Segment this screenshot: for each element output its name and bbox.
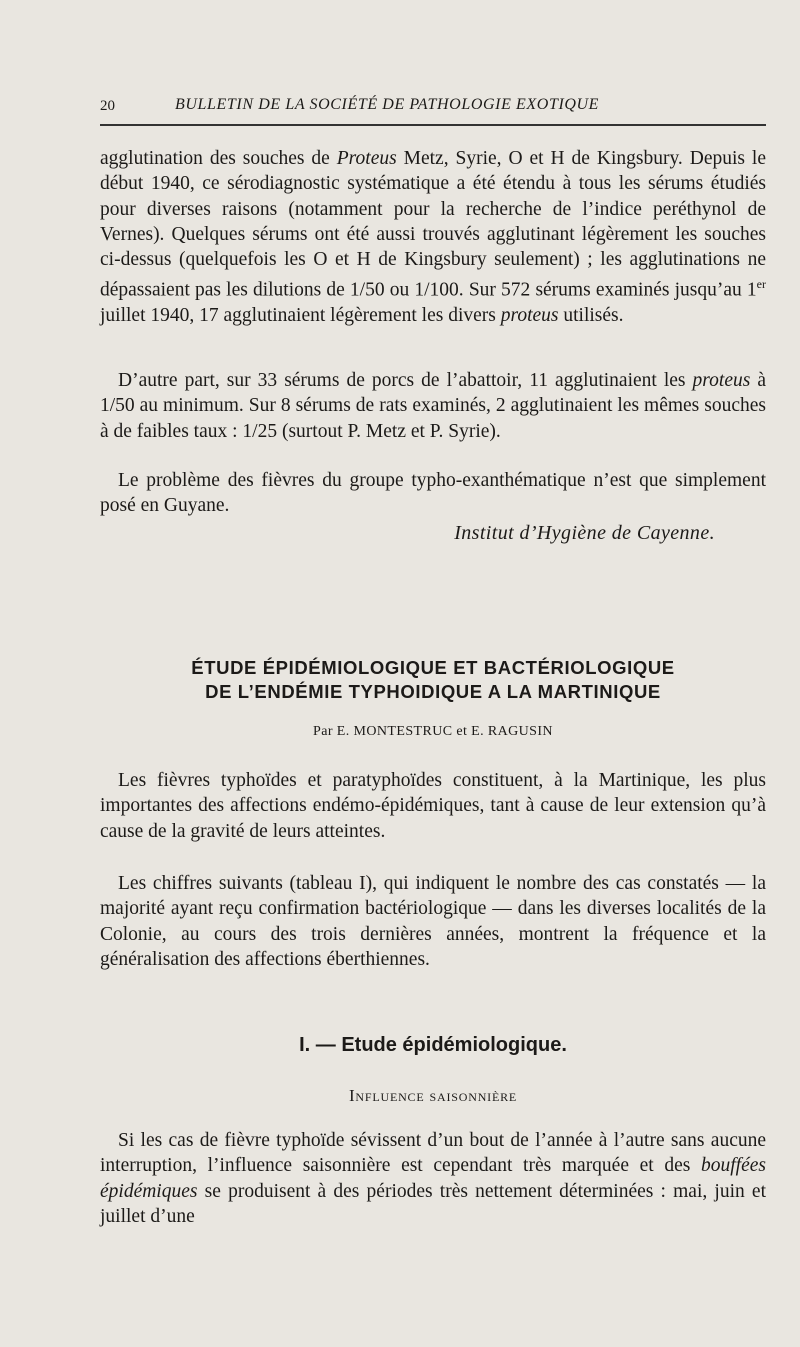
paragraph-pig-sera: [100, 368, 766, 444]
italic-term: bouffées épidémiques: [100, 1155, 766, 1202]
paragraph-text: Les chiffres suivants (tableau I), qui indiquent le nombre des cas constatés — la majorité ayant reçu confirmation bactériologique — dans les diverses localités de la Colonie, au cours des trois dernières années, montrent la fréquence et la généralisation des affections éberthiennes.: [100, 873, 766, 970]
text-run: D’autre part, sur 33 sérums de porcs de l’abattoir, 11 agglutinaient les: [118, 370, 693, 391]
page-number: 20: [100, 98, 115, 114]
italic-term: proteus: [500, 305, 559, 327]
text-run: Si les cas de fièvre typhoïde sévissent d’un bout de l’année à l’autre sans aucune interruption, l’influence saisonnière est cependant très marquée et des: [100, 1130, 766, 1177]
article-title: [100, 656, 766, 704]
paragraph-conclusion: [100, 468, 766, 519]
institution-signature: Institut d’Hygiène de Cayenne.: [454, 522, 715, 544]
article-authors: Par E. MONTESTRUC et E. RAGUSIN: [313, 724, 553, 739]
paragraph-intro-1: [100, 768, 766, 844]
journal-title: BULLETIN DE LA SOCIÉTÉ DE PATHOLOGIE EXOTIQUE: [175, 96, 600, 113]
article-title-line-1: ÉTUDE ÉPIDÉMIOLOGIQUE ET BACTÉRIOLOGIQUE: [191, 657, 675, 678]
paragraph-intro-2: [100, 871, 766, 972]
text-run: utilisés.: [558, 305, 624, 327]
section-heading: I. — Etude épidémiologique.: [299, 1034, 567, 1056]
paragraph-text: Les fièvres typhoïdes et paratyphoïdes constituent, à la Martinique, les plus importantes des affections endémo-épidémiques, tant à cause de leur extension qu’à cause de la gravité de leurs atteintes.: [100, 770, 766, 842]
paragraph-seasonal: [100, 1128, 766, 1229]
paragraph-agglutination: [100, 146, 766, 329]
header-rule: [100, 124, 766, 126]
running-header: [100, 96, 766, 120]
superscript: er: [756, 277, 766, 292]
article-title-line-2: DE L’ENDÉMIE TYPHOIDIQUE A LA MARTINIQUE: [205, 681, 661, 702]
text-run: se produisent à des périodes très nettement déterminées : mai, juin et juillet d’une: [100, 1180, 766, 1227]
italic-term: proteus: [692, 370, 751, 391]
italic-term: Proteus: [336, 148, 397, 169]
text-run: juillet 1940, 17 agglutinaient légèrement les divers: [100, 305, 501, 327]
subsection-heading: Influence saisonnière: [348, 1086, 518, 1105]
text-run: à 1/50 au minimum. Sur 8 sérums de rats examinés, 2 agglutinaient les mêmes souches à de faibles taux : 1/25 (surtout P. Metz et P. Syrie).: [100, 370, 766, 442]
text-run: agglutination des souches de: [100, 148, 337, 169]
text-run: Metz, Syrie, O et H de Kingsbury. Depuis le début 1940, ce sérodiagnostic systématique a été étendu à tous les sérums étudiés pour diverses raisons (notamment pour la recherche de l’indice peréthynol de Vernes). Quelques sérums ont été aussi trouvés agglutinant légèrement les souches ci-dessus (quelquefois les O et H de Kingsbury seulement) ; les agglutinations ne dépassaient pas les dilutions de 1/50 ou 1/100. Sur 572 sérums examinés jusqu’au 1: [100, 148, 766, 301]
paragraph-text: Le problème des fièvres du groupe typho-exanthématique n’est que simplement posé en Guyane.: [100, 470, 766, 517]
